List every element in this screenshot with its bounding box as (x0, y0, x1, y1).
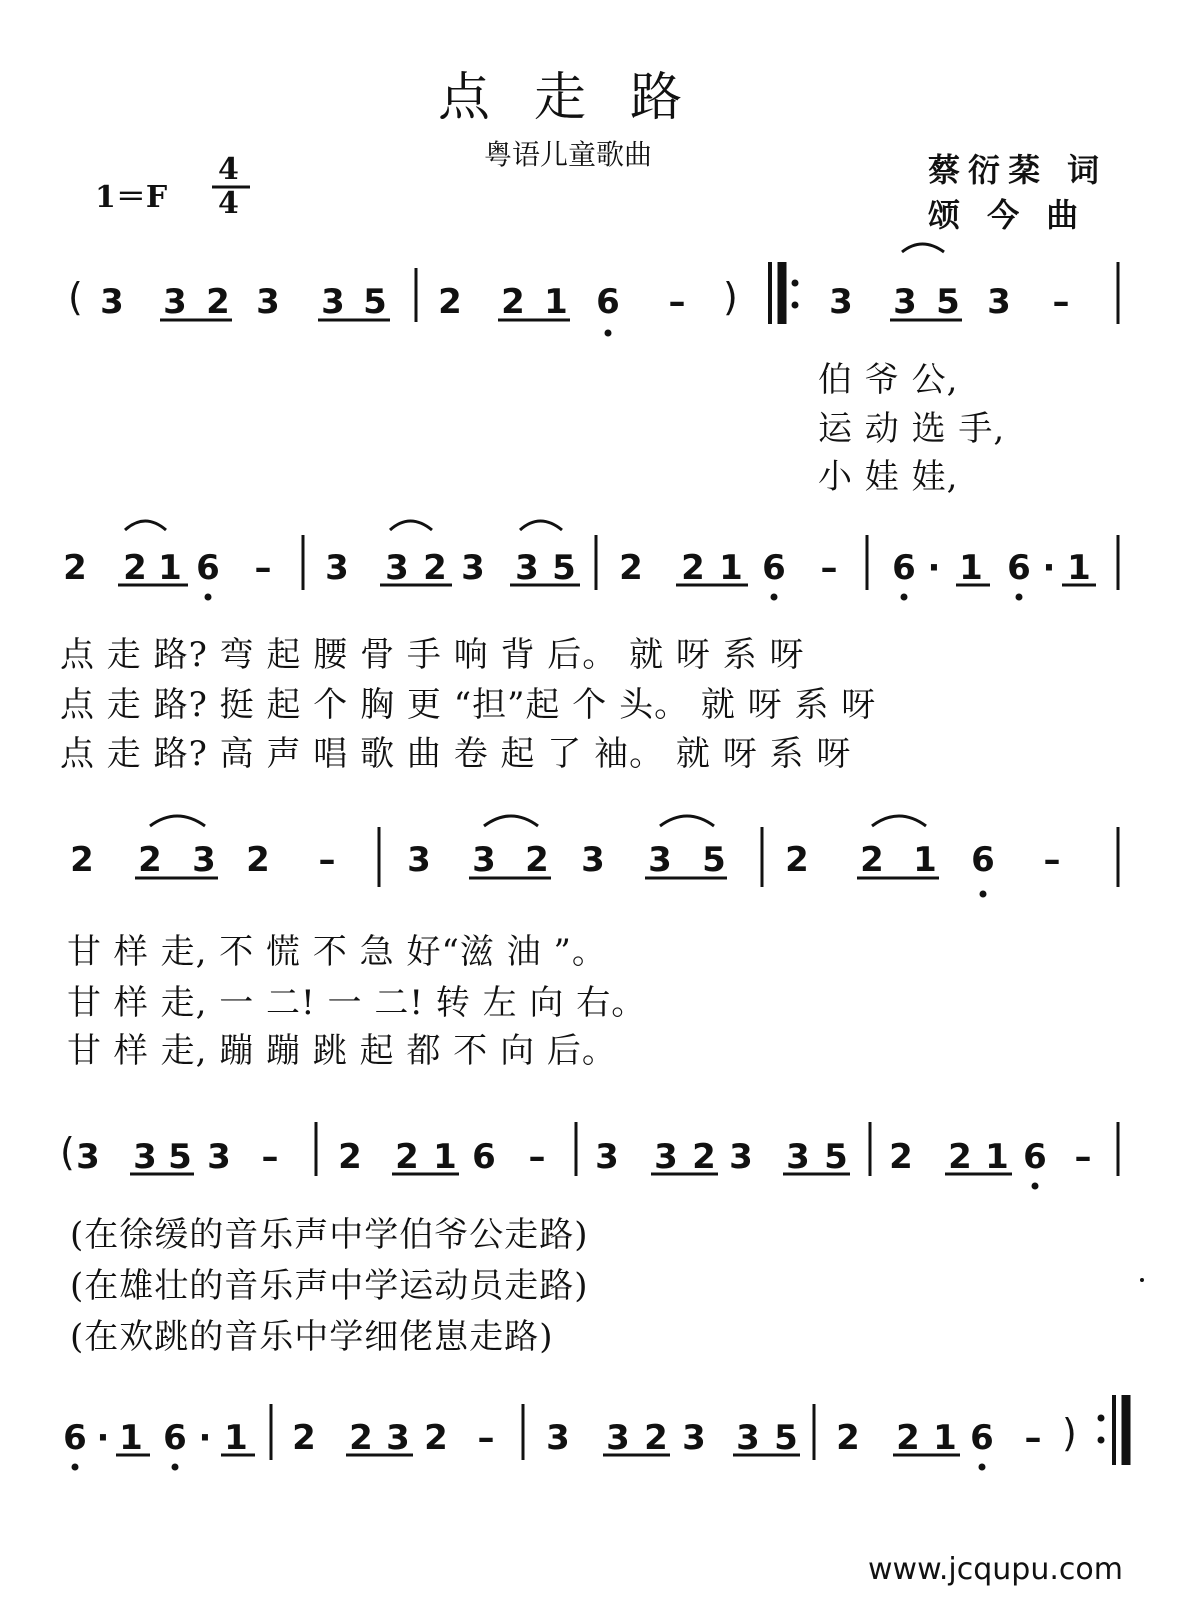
note: 1 (544, 282, 568, 322)
note: 2 (501, 282, 525, 322)
note: 5 (774, 1418, 798, 1458)
octave-dot (901, 594, 908, 601)
note: 2 (860, 840, 884, 880)
octave-dot (1032, 1183, 1039, 1190)
note: 6 (472, 1137, 496, 1177)
stray-mark (1140, 1278, 1144, 1282)
note: 3 (100, 282, 124, 322)
lyric-line: 小 娃 娃, (818, 457, 959, 497)
dot: · (927, 548, 941, 588)
note: 2 (644, 1418, 668, 1458)
key-signature: 1＝F (95, 180, 168, 215)
lyricist-credit: 蔡衍棻 词 (928, 151, 1108, 189)
note: 1 (985, 1137, 1009, 1177)
tie-slur (520, 521, 562, 530)
note: 1 (119, 1418, 143, 1458)
repeat-dot (792, 302, 799, 309)
repeat-dot (1098, 1437, 1105, 1444)
octave-dot (771, 594, 778, 601)
note: 1 (158, 548, 182, 588)
note: 1 (933, 1418, 957, 1458)
note: 1 (719, 548, 743, 588)
note: 3 (893, 282, 917, 322)
composer-credit: 颂 今 曲 (928, 196, 1087, 234)
lyric-line: 运 动 选 手, (818, 409, 1006, 449)
note: 3 (472, 840, 496, 880)
interlude-line: (在欢跳的音乐中学细佬崽走路) (70, 1317, 554, 1357)
note: 5 (702, 840, 726, 880)
note: 2 (681, 548, 705, 588)
tie-slur (150, 816, 205, 826)
note: 3 (407, 840, 431, 880)
note: 3 (546, 1418, 570, 1458)
note: 2 (896, 1418, 920, 1458)
note: 3 (515, 548, 539, 588)
note: 6 (596, 282, 620, 322)
note: – (668, 282, 686, 322)
note: 5 (168, 1137, 192, 1177)
note: 2 (438, 282, 462, 322)
note: – (1024, 1418, 1042, 1458)
note: 3 (256, 282, 280, 322)
open-paren: ( (60, 1130, 75, 1174)
note: 3 (682, 1418, 706, 1458)
note: – (1074, 1137, 1092, 1177)
note: 3 (207, 1137, 231, 1177)
note: 6 (892, 548, 916, 588)
octave-dot (1016, 594, 1023, 601)
note: 5 (824, 1137, 848, 1177)
note: 3 (606, 1418, 630, 1458)
octave-dot (205, 594, 212, 601)
lyric-line: 点 走 路? 挺 起 个 胸 更 “担”起 个 头。 就 呀 系 呀 (60, 685, 877, 725)
note: 6 (163, 1418, 187, 1458)
repeat-dot (792, 280, 799, 287)
tie-slur (390, 521, 432, 530)
note: 5 (936, 282, 960, 322)
lyric-line: 伯 爷 公, (818, 360, 959, 400)
tie-slur (660, 816, 714, 826)
note: 6 (1023, 1137, 1047, 1177)
note: 1 (224, 1418, 248, 1458)
note: – (254, 548, 272, 588)
note: 2 (292, 1418, 316, 1458)
note: 1 (1067, 548, 1091, 588)
note: – (318, 840, 336, 880)
lyric-line: 点 走 路? 高 声 唱 歌 曲 卷 起 了 袖。 就 呀 系 呀 (60, 734, 852, 774)
interlude-line: (在徐缓的音乐声中学伯爷公走路) (70, 1215, 589, 1255)
note: 2 (138, 840, 162, 880)
note: 1 (433, 1137, 457, 1177)
note: – (528, 1137, 546, 1177)
note: 3 (729, 1137, 753, 1177)
note: 2 (836, 1418, 860, 1458)
song-title: 点走路 (438, 68, 727, 128)
note: 3 (385, 548, 409, 588)
note: 2 (692, 1137, 716, 1177)
octave-dot (72, 1464, 79, 1471)
note: 2 (619, 548, 643, 588)
repeat-dot (1098, 1415, 1105, 1422)
note: 3 (648, 840, 672, 880)
lyric-line: 点 走 路? 弯 起 腰 骨 手 响 背 后。 就 呀 系 呀 (60, 635, 805, 675)
note: 1 (959, 548, 983, 588)
note: 3 (595, 1137, 619, 1177)
note: 3 (461, 548, 485, 588)
dot: · (1042, 548, 1056, 588)
song-subtitle: 粤语儿童歌曲 (484, 138, 653, 171)
note: 3 (325, 548, 349, 588)
close-paren: ) (723, 275, 738, 319)
note: 2 (70, 840, 94, 880)
note: 3 (581, 840, 605, 880)
note: 2 (206, 282, 230, 322)
note: 3 (829, 282, 853, 322)
tie-slur (902, 244, 944, 252)
note: 2 (246, 840, 270, 880)
lyric-line: 甘 样 走, 不 慌 不 急 好“滋 油 ”。 (67, 932, 607, 972)
octave-dot (172, 1464, 179, 1471)
note: 2 (525, 840, 549, 880)
note: 2 (785, 840, 809, 880)
note: 5 (552, 548, 576, 588)
note: 3 (736, 1418, 760, 1458)
note: 2 (349, 1418, 373, 1458)
octave-dot (980, 891, 987, 898)
note: 3 (654, 1137, 678, 1177)
time-signature-top: 4 (218, 152, 239, 187)
note: 2 (424, 1418, 448, 1458)
dot: · (198, 1418, 212, 1458)
tie-slur (872, 816, 926, 826)
note: 6 (762, 548, 786, 588)
note: – (261, 1137, 279, 1177)
note: 2 (423, 548, 447, 588)
note: 2 (889, 1137, 913, 1177)
octave-dot (979, 1464, 986, 1471)
note: 6 (196, 548, 220, 588)
open-paren: ( (68, 275, 83, 319)
note: – (820, 548, 838, 588)
note: 3 (386, 1418, 410, 1458)
note: 3 (163, 282, 187, 322)
note: 3 (987, 282, 1011, 322)
note: – (477, 1418, 495, 1458)
note: 6 (970, 1418, 994, 1458)
tie-slur (125, 521, 166, 530)
note: 3 (76, 1137, 100, 1177)
note: 2 (123, 548, 147, 588)
lyric-line: 甘 样 走, 蹦 蹦 跳 起 都 不 向 后。 (67, 1031, 617, 1071)
dot: · (96, 1418, 110, 1458)
watermark: www.jcqupu.com (868, 1552, 1123, 1587)
note: 6 (63, 1418, 87, 1458)
note: 2 (338, 1137, 362, 1177)
note: 6 (1007, 548, 1031, 588)
note: 3 (786, 1137, 810, 1177)
note: 2 (948, 1137, 972, 1177)
note: 3 (192, 840, 216, 880)
note: 6 (971, 840, 995, 880)
lyric-line: 甘 样 走, 一 二! 一 二! 转 左 向 右。 (67, 983, 647, 1023)
tie-slur (484, 816, 538, 826)
time-signature-bottom: 4 (218, 186, 239, 221)
note: 2 (395, 1137, 419, 1177)
interlude-line: (在雄壮的音乐声中学运动员走路) (70, 1266, 589, 1306)
note: 5 (363, 282, 387, 322)
note: – (1043, 840, 1061, 880)
octave-dot (605, 330, 612, 337)
note: 3 (321, 282, 345, 322)
close-paren: ) (1062, 1411, 1077, 1455)
note: 2 (63, 548, 87, 588)
note: 3 (133, 1137, 157, 1177)
note: – (1052, 282, 1070, 322)
note: 1 (913, 840, 937, 880)
